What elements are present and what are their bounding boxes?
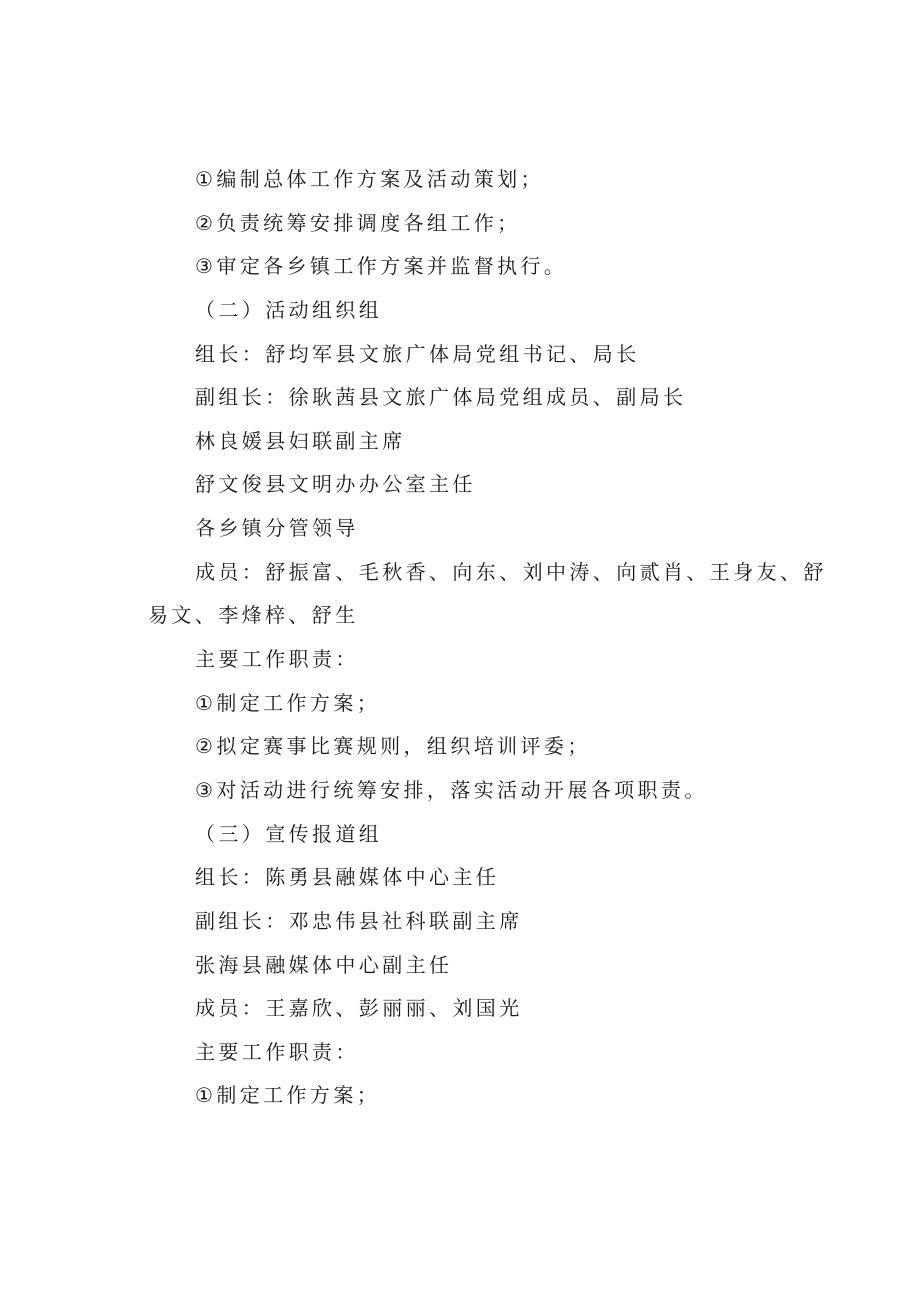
paragraph-line: ③审定各乡镇工作方案并监督执行。 <box>195 254 568 279</box>
paragraph-line: ②负责统筹安排调度各组工作； <box>195 210 521 235</box>
paragraph-line: 舒文俊县文明办办公室主任 <box>195 472 476 497</box>
paragraph-line: 林良媛县妇联副主席 <box>195 428 406 453</box>
paragraph-line: ①制定工作方案； <box>195 1083 381 1108</box>
section-heading: （二）活动组织组 <box>195 297 383 322</box>
paragraph-line: ③对活动进行统筹安排，落实活动开展各项职责。 <box>195 777 708 802</box>
paragraph-line: 张海县融媒体中心副主任 <box>195 952 453 977</box>
paragraph-line: ①制定工作方案； <box>195 690 381 715</box>
paragraph-line: 各乡镇分管领导 <box>195 516 359 541</box>
section-heading: （三）宣传报道组 <box>195 821 383 846</box>
paragraph-line: ①编制总体工作方案及活动策划； <box>195 167 544 191</box>
paragraph-line: 主要工作职责： <box>195 647 359 672</box>
paragraph-line: ②拟定赛事比赛规则，组织培训评委； <box>195 734 591 759</box>
paragraph-continuation: 易文、李烽梓、舒生 <box>148 603 359 628</box>
paragraph-line: 成员：王嘉欣、彭丽丽、刘国光 <box>195 996 523 1021</box>
paragraph-line: 组长：陈勇县融媒体中心主任 <box>195 865 500 890</box>
paragraph-line: 成员：舒振富、毛秋香、向东、刘中涛、向贰肖、王身友、舒 <box>195 559 827 584</box>
document-page <box>148 158 828 1118</box>
paragraph-line: 组长：舒均军县文旅广体局党组书记、局长 <box>195 341 640 366</box>
paragraph-line: 副组长：邓忠伟县社科联副主席 <box>195 908 523 933</box>
paragraph-line: 主要工作职责： <box>195 1039 359 1064</box>
paragraph-line: 副组长：徐耿茜县文旅广体局党组成员、副局长 <box>195 385 687 410</box>
